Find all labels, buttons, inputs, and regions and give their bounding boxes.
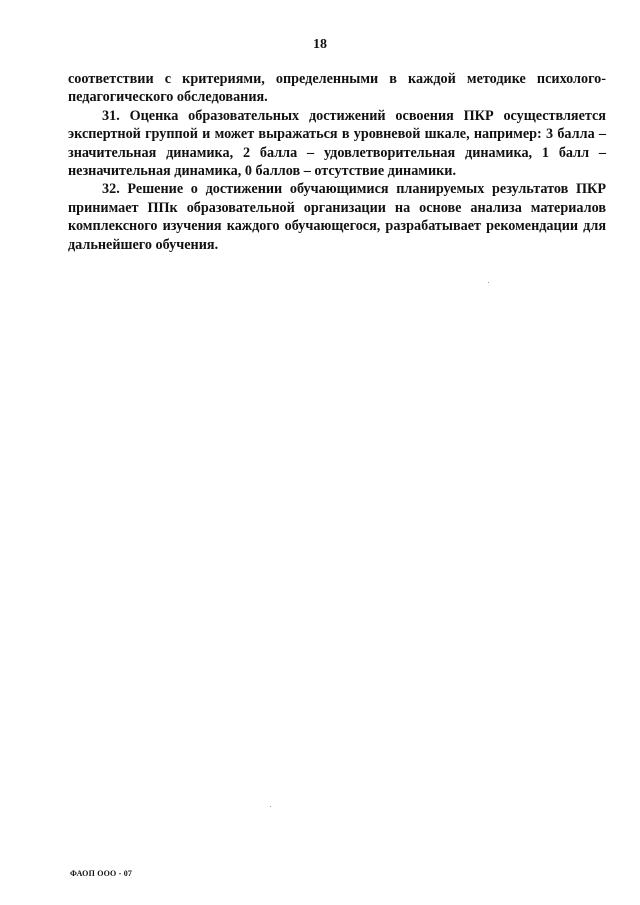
paragraph-continuation: соответствии с критериями, определенными в каждой методике психолого-педагогического обследования.	[68, 71, 606, 106]
paragraph-31: 31. Оценка образовательных достижений освоения ПКР осуществляется экспертной группой и может выражаться в уровневой шкале, например: 3 балла – значительная динамика, 2 балла – удовлетворительная динамика, 1 балл – незначительная динамика, 0 баллов – отсутствие динамики.	[68, 107, 606, 180]
footer-document-code: ФАОП ООО - 07	[70, 869, 133, 878]
scan-speck	[270, 806, 271, 807]
scan-speck	[488, 282, 489, 283]
page-number: 18	[313, 37, 327, 52]
body-text	[68, 70, 606, 254]
paragraph-32: 32. Решение о достижении обучающимися планируемых результатов ПКР принимает ППк образовательной организации на основе анализа материалов комплексного изучения каждого обучающегося, разрабатывает рекомендации для дальнейшего обучения.	[68, 181, 606, 253]
